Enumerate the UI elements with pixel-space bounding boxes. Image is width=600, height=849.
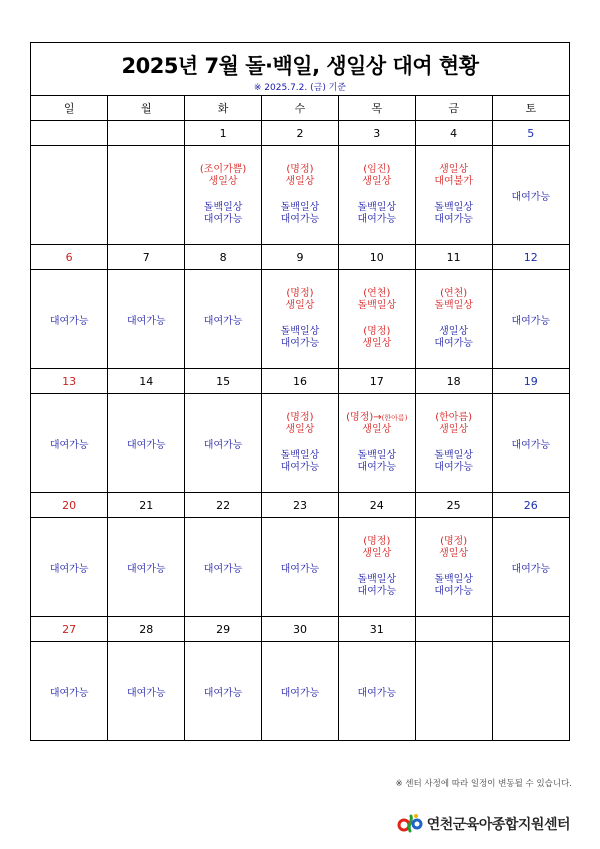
date-number: 1 — [185, 121, 262, 146]
page-title: 2025년 7월 돌·백일, 생일상 대여 현황 — [121, 54, 479, 78]
day-cell — [31, 146, 108, 245]
reservation-label: (임진) — [363, 164, 391, 175]
day-cell — [31, 642, 108, 741]
date-status-row — [31, 270, 569, 369]
availability-status: 대여가능 — [203, 563, 243, 575]
reservation-label: (한아름) — [435, 412, 473, 423]
weekday-label: 목 — [338, 96, 415, 121]
day-cell — [31, 270, 108, 369]
weekday-label: 금 — [415, 96, 492, 121]
spacer — [416, 436, 492, 450]
spacer — [416, 560, 492, 574]
reservation-label: 생일상 — [285, 424, 315, 435]
date-number: 11 — [415, 245, 492, 270]
availability-label: 대여가능 — [434, 214, 473, 225]
day-cell — [262, 518, 339, 617]
day-cell — [185, 394, 262, 493]
availability-label: 생일상 — [439, 326, 469, 337]
date-number: 21 — [108, 493, 185, 518]
reservation-label: 생일상 — [208, 176, 238, 187]
date-number: 25 — [415, 493, 492, 518]
reservation-label-small: (한아름) — [381, 414, 408, 422]
day-cell — [262, 146, 339, 245]
date-number: 7 — [108, 245, 185, 270]
availability-status: 대여가능 — [49, 439, 89, 451]
day-cell — [338, 146, 415, 245]
date-number: 20 — [31, 493, 108, 518]
date-number: 24 — [338, 493, 415, 518]
reservation-label: (명정) — [286, 164, 314, 175]
date-number: 15 — [185, 369, 262, 394]
availability-label: 돌백일상 — [203, 202, 243, 213]
day-cell — [415, 270, 492, 369]
availability-status: 대여가능 — [357, 687, 397, 699]
day-cell — [185, 146, 262, 245]
date-status-row — [31, 642, 569, 741]
date-number: 6 — [31, 245, 108, 270]
availability-status: 대여가능 — [511, 315, 551, 327]
reservation-label: (명정) — [440, 536, 468, 547]
weekday-header-row — [31, 96, 569, 121]
day-cell — [185, 642, 262, 741]
date-number: 2 — [262, 121, 339, 146]
day-cell — [108, 394, 185, 493]
reservation-label: 생일상 — [439, 424, 469, 435]
day-cell — [185, 270, 262, 369]
date-number-row — [31, 493, 569, 518]
reservation-label: 생일상 — [362, 548, 392, 559]
day-cell — [492, 642, 569, 741]
spacer — [262, 188, 338, 202]
reservation-label: 생일상 — [285, 300, 315, 311]
date-number-row — [31, 121, 569, 146]
date-status-row — [31, 394, 569, 493]
date-number: 28 — [108, 617, 185, 642]
availability-label: 돌백일상 — [280, 326, 320, 337]
day-cell — [262, 270, 339, 369]
day-cell — [492, 146, 569, 245]
reservation-label: (명정) — [286, 412, 314, 423]
weekday-label: 일 — [31, 96, 108, 121]
date-number — [31, 121, 108, 146]
date-number-row — [31, 617, 569, 642]
availability-status: 대여가능 — [126, 563, 166, 575]
availability-status: 대여가능 — [203, 439, 243, 451]
date-number: 5 — [492, 121, 569, 146]
org-name: 연천군육아종합지원센터 — [426, 817, 570, 833]
calendar-table — [31, 96, 569, 740]
reference-date: ※ 2025.7.2. (금) 기준 — [253, 83, 347, 93]
availability-status: 대여가능 — [280, 687, 320, 699]
day-cell — [185, 518, 262, 617]
date-number: 8 — [185, 245, 262, 270]
availability-label: 대여가능 — [280, 462, 320, 473]
availability-status: 대여가능 — [511, 563, 551, 575]
reservation-label: (명정) — [363, 536, 391, 547]
day-cell — [338, 270, 415, 369]
spacer — [262, 312, 338, 326]
reservation-label: 대여불가 — [434, 176, 473, 187]
reservation-label: (연천) — [363, 288, 391, 299]
availability-label: 대여가능 — [434, 586, 473, 597]
date-number: 4 — [415, 121, 492, 146]
day-cell — [338, 642, 415, 741]
spacer — [262, 436, 338, 450]
reservation-label: (조이가쁨) — [199, 164, 247, 175]
date-number — [492, 617, 569, 642]
availability-label: 대여가능 — [357, 214, 397, 225]
spacer — [185, 188, 261, 202]
date-number: 26 — [492, 493, 569, 518]
date-number: 17 — [338, 369, 415, 394]
availability-label: 대여가능 — [434, 338, 473, 349]
availability-label: 대여가능 — [434, 462, 473, 473]
availability-status: 대여가능 — [511, 191, 551, 203]
availability-status: 대여가능 — [280, 563, 320, 575]
availability-label: 대여가능 — [280, 214, 320, 225]
availability-label: 대여가능 — [203, 214, 243, 225]
date-number: 27 — [31, 617, 108, 642]
availability-status: 대여가능 — [203, 315, 243, 327]
date-number: 10 — [338, 245, 415, 270]
reservation-label: 생일상 — [362, 338, 392, 349]
spacer — [339, 560, 415, 574]
availability-label: 돌백일상 — [434, 574, 473, 585]
availability-status: 대여가능 — [126, 687, 166, 699]
reservation-label: (명정) — [286, 288, 314, 299]
date-number — [415, 617, 492, 642]
weekday-label: 월 — [108, 96, 185, 121]
availability-status: 대여가능 — [511, 439, 551, 451]
date-number: 9 — [262, 245, 339, 270]
spacer — [339, 436, 415, 450]
availability-label: 대여가능 — [357, 462, 397, 473]
date-status-row — [31, 518, 569, 617]
reservation-label: 생일상 — [439, 548, 469, 559]
day-cell — [492, 518, 569, 617]
day-cell — [492, 270, 569, 369]
day-cell — [338, 518, 415, 617]
date-number-row — [31, 369, 569, 394]
date-number: 18 — [415, 369, 492, 394]
day-cell — [31, 394, 108, 493]
availability-status: 대여가능 — [126, 439, 166, 451]
org-logo-icon — [397, 813, 423, 835]
availability-label: 돌백일상 — [280, 202, 320, 213]
day-cell — [108, 270, 185, 369]
availability-label: 돌백일상 — [357, 574, 397, 585]
day-cell — [492, 394, 569, 493]
date-number: 31 — [338, 617, 415, 642]
spacer — [416, 312, 492, 326]
day-cell — [108, 518, 185, 617]
reservation-label: 돌백일상 — [434, 300, 473, 311]
availability-status: 대여가능 — [126, 315, 166, 327]
date-number-row — [31, 245, 569, 270]
availability-label: 돌백일상 — [357, 450, 397, 461]
spacer — [416, 188, 492, 202]
reservation-label: (명정)→(한아름) — [346, 412, 408, 423]
reservation-label: 생일상 — [439, 164, 469, 175]
reservation-label: 생일상 — [362, 176, 392, 187]
day-cell — [108, 642, 185, 741]
availability-label: 돌백일상 — [280, 450, 320, 461]
reservation-label: 생일상 — [362, 424, 392, 435]
spacer — [339, 312, 415, 326]
day-cell — [31, 518, 108, 617]
date-number — [108, 121, 185, 146]
date-status-row — [31, 146, 569, 245]
day-cell — [415, 394, 492, 493]
date-number: 29 — [185, 617, 262, 642]
availability-status: 대여가능 — [203, 687, 243, 699]
availability-status: 대여가능 — [49, 315, 89, 327]
calendar-frame — [30, 42, 570, 741]
title-box — [31, 43, 569, 96]
org-logo — [397, 812, 570, 836]
day-cell — [415, 518, 492, 617]
reservation-label: (명정) — [363, 326, 391, 337]
reservation-label: 생일상 — [285, 176, 315, 187]
availability-label: 대여가능 — [357, 586, 397, 597]
weekday-label: 수 — [262, 96, 339, 121]
availability-label: 돌백일상 — [434, 202, 473, 213]
date-number: 13 — [31, 369, 108, 394]
availability-label: 돌백일상 — [434, 450, 473, 461]
date-number: 16 — [262, 369, 339, 394]
weekday-label: 토 — [492, 96, 569, 121]
day-cell — [262, 394, 339, 493]
footnote: ※ 센터 사정에 따라 일정이 변동될 수 있습니다. — [395, 779, 572, 789]
date-number: 12 — [492, 245, 569, 270]
date-number: 23 — [262, 493, 339, 518]
reservation-label: (연천) — [440, 288, 468, 299]
weekday-label: 화 — [185, 96, 262, 121]
date-number: 30 — [262, 617, 339, 642]
day-cell — [338, 394, 415, 493]
day-cell — [262, 642, 339, 741]
availability-status: 대여가능 — [49, 563, 89, 575]
day-cell — [415, 642, 492, 741]
availability-label: 대여가능 — [280, 338, 320, 349]
spacer — [339, 188, 415, 202]
reservation-label: 돌백일상 — [357, 300, 397, 311]
day-cell — [415, 146, 492, 245]
date-number: 19 — [492, 369, 569, 394]
availability-status: 대여가능 — [49, 687, 89, 699]
day-cell — [108, 146, 185, 245]
date-number: 22 — [185, 493, 262, 518]
date-number: 3 — [338, 121, 415, 146]
availability-label: 돌백일상 — [357, 202, 397, 213]
date-number: 14 — [108, 369, 185, 394]
